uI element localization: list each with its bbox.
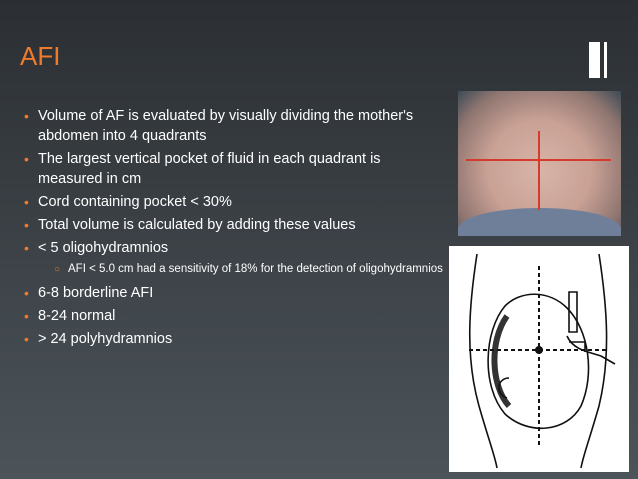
bullet-text: Total volume is calculated by adding these values: [38, 217, 356, 233]
bullet-dot-icon: •: [24, 240, 29, 256]
bullet-text: Volume of AF is evaluated by visually dividing the mother's abdomen into 4 quadrants: [38, 108, 414, 144]
bullet-dot-icon: •: [24, 217, 29, 233]
bullet-text: < 5 oligohydramnios: [38, 240, 169, 256]
fetus-back: [494, 316, 509, 406]
bullet-item: [24, 192, 444, 212]
body-right-outline: [581, 254, 607, 468]
afi-diagram: [449, 246, 629, 472]
clothing-band: [458, 208, 621, 236]
vertical-quadrant-line: [538, 131, 540, 210]
bullet-item: [24, 329, 444, 349]
bullet-item: [24, 106, 444, 146]
bullet-text: 6-8 borderline AFI: [38, 285, 154, 301]
bullet-list: [24, 106, 444, 352]
bullet-dot-icon: •: [24, 151, 29, 167]
corner-mark-thin: [604, 42, 607, 78]
bullet-dot-icon: •: [24, 285, 29, 301]
bullet-dot-icon: •: [24, 331, 29, 347]
sub-bullet-list: [38, 262, 444, 277]
bullet-dot-icon: •: [24, 108, 29, 124]
circle-bullet-icon: ○: [54, 264, 61, 275]
umbilicus-dot: [535, 346, 543, 354]
slide-title: AFI: [20, 41, 61, 71]
sub-bullet-item: [54, 262, 444, 277]
bullet-item: [24, 238, 444, 277]
sub-bullet-text: AFI < 5.0 cm had a sensitivity of 18% for the detection of oligohydramnios: [68, 263, 443, 275]
bullet-dot-icon: •: [24, 194, 29, 210]
abdomen-quadrants-photo: [458, 91, 621, 236]
bullet-text: > 24 polyhydramnios: [38, 331, 173, 347]
bullet-dot-icon: •: [24, 308, 29, 324]
bullet-text: The largest vertical pocket of fluid in each quadrant is measured in cm: [38, 151, 381, 187]
bullet-text: 8-24 normal: [38, 308, 116, 324]
bullet-text: Cord containing pocket < 30%: [38, 194, 232, 210]
corner-mark-thick: [589, 42, 600, 78]
bullet-item: [24, 283, 444, 303]
afi-diagram-svg: [449, 246, 629, 472]
bullet-item: [24, 306, 444, 326]
bullet-item: [24, 149, 444, 189]
bullet-item: [24, 215, 444, 235]
